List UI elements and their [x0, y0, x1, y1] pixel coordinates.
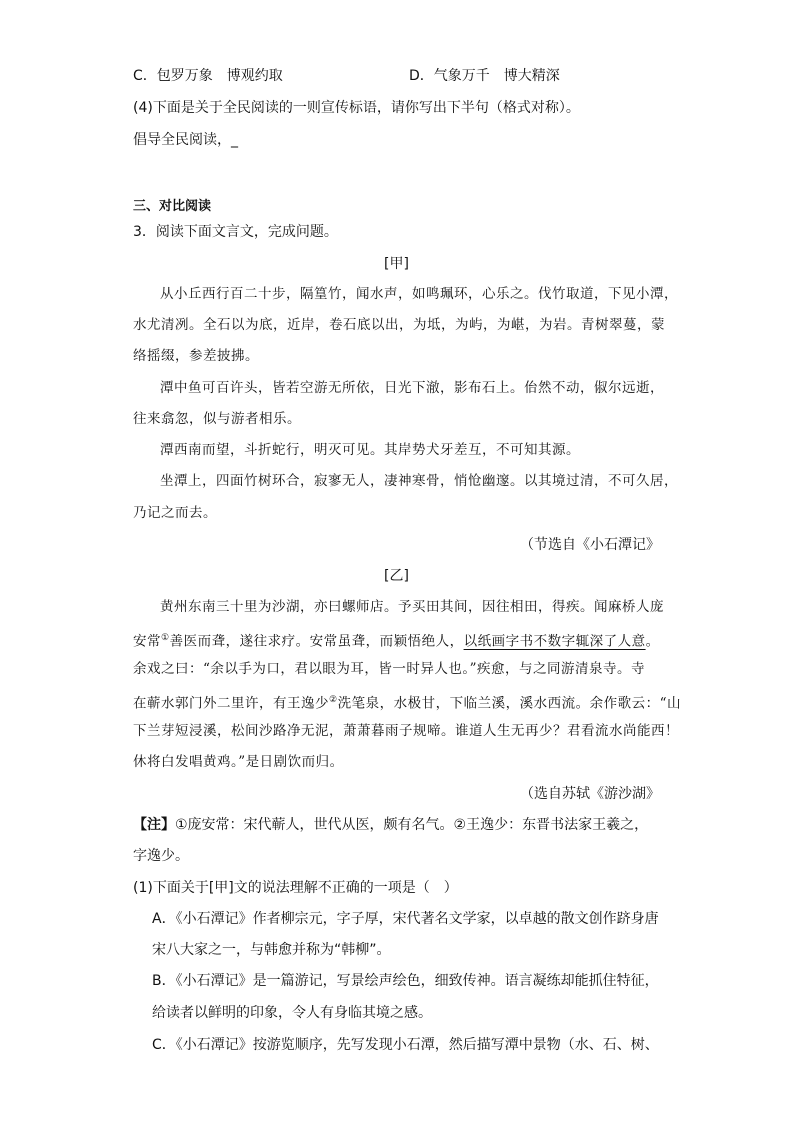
- underlined-sentence: 以纸画字书不数字辄深了人意: [463, 633, 646, 650]
- passage-yi-line: 余戏之曰：“余以手为口，君以眼为耳，皆一时异人也。”疾愈，与之同游清泉寺。寺: [133, 661, 646, 677]
- passage-jia-line: 络摇缀，参差披拂。: [133, 348, 259, 364]
- passage-jia-line: 潭西南而望，斗折蛇行，明灭可见。其岸势犬牙差互，不可知其源。: [160, 442, 580, 458]
- passage-jia-line: 坐潭上，四面竹树环合，寂寥无人，凄神寒骨，悄怆幽邃。以其境过清，不可久居，: [160, 473, 678, 489]
- passage-yi-text: 。: [645, 633, 660, 650]
- option-c: C．包罗万象 博观约取: [133, 68, 283, 84]
- passage-jia-line: 潭中鱼可百许头，皆若空游无所依，日光下澈，影布石上。佁然不动，俶尔远逝，: [160, 380, 664, 396]
- passage-jia-label: [甲]: [384, 256, 409, 272]
- question-1-prompt: (1)下面关于[甲]文的说法理解不正确的一项是（ ）: [133, 880, 458, 896]
- notes-text: ①庞安常：宋代蕲人，世代从医，颇有名气。②王逸少：东晋书法家王羲之，: [175, 817, 649, 833]
- question-1-option-b: B．《小石潭记》是一篇游记，写景绘声绘色，细致传神。语言凝练却能抓住特征，: [152, 973, 659, 989]
- section-instruction: 3．阅读下面文言文，完成问题。: [133, 224, 338, 240]
- passage-yi-text: 安常: [133, 633, 161, 650]
- notes-label: 【注】: [133, 817, 175, 833]
- notes-line: [133, 815, 648, 835]
- passage-yi-text: 善医而聋，遂往求疗。安常虽聋，而颖悟绝人，: [169, 633, 464, 650]
- passage-yi-text: 洗笔泉，水极甘，下临兰溪，溪水西流。余作歌云：“山: [337, 695, 681, 712]
- passage-yi-label: [乙]: [384, 568, 409, 584]
- question-1-option-c: C．《小石潭记》按游览顺序，先写发现小石潭，然后描写潭中景物（水、石、树、: [152, 1037, 659, 1053]
- question-4-answer-line: 倡导全民阅读，_: [133, 132, 238, 148]
- passage-yi-line: [133, 690, 681, 714]
- option-d: D．气象万千 博大精深: [409, 68, 560, 84]
- footnote-marker: ②: [329, 695, 338, 705]
- passage-yi-line: [133, 628, 660, 652]
- question-1-option-a-cont: 宋八大家之一，与韩愈并称为“韩柳”。: [152, 942, 391, 958]
- passage-yi-line: 下兰芽短浸溪，松间沙路净无泥，萧萧暮雨子规啼。谁道人生无再少？君看流水尚能西！: [133, 723, 679, 739]
- question-1-option-b-cont: 给读者以鲜明的印象，令人有身临其境之感。: [152, 1005, 432, 1021]
- passage-jia-line: 往来翕忽，似与游者相乐。: [133, 411, 301, 427]
- passage-jia-line: 乃记之而去。: [133, 505, 217, 521]
- question-1-option-a: A．《小石潭记》作者柳宗元，字子厚，宋代著名文学家，以卓越的散文创作跻身唐: [152, 911, 659, 927]
- notes-line: 字逸少。: [133, 848, 189, 864]
- footnote-marker: ①: [161, 633, 170, 643]
- passage-yi-source: （选自苏轼《游沙湖》: [520, 786, 660, 802]
- passage-yi-line: 黄州东南三十里为沙湖，亦曰螺师店。予买田其间，因往相田，得疾。闻麻桥人庞: [160, 599, 664, 615]
- question-4-prompt: (4)下面是关于全民阅读的一则宣传标语，请你写出下半句（格式对称）。: [133, 100, 580, 116]
- passage-yi-line: 休将白发唱黄鸡。”是日剧饮而归。: [133, 754, 344, 770]
- passage-yi-text: 在蕲水郭门外二里许，有王逸少: [133, 695, 329, 712]
- passage-jia-line: 从小丘西行百二十步，隔篁竹，闻水声，如鸣珮环，心乐之。伐竹取道，下见小潭，: [160, 286, 678, 302]
- passage-jia-line: 水尤清冽。全石以为底，近岸，卷石底以出，为坻，为屿，为嵁，为岩。青树翠蔓，蒙: [133, 317, 665, 333]
- section-heading: 三、对比阅读: [133, 199, 212, 214]
- passage-jia-source: （节选自《小石潭记》: [520, 537, 660, 553]
